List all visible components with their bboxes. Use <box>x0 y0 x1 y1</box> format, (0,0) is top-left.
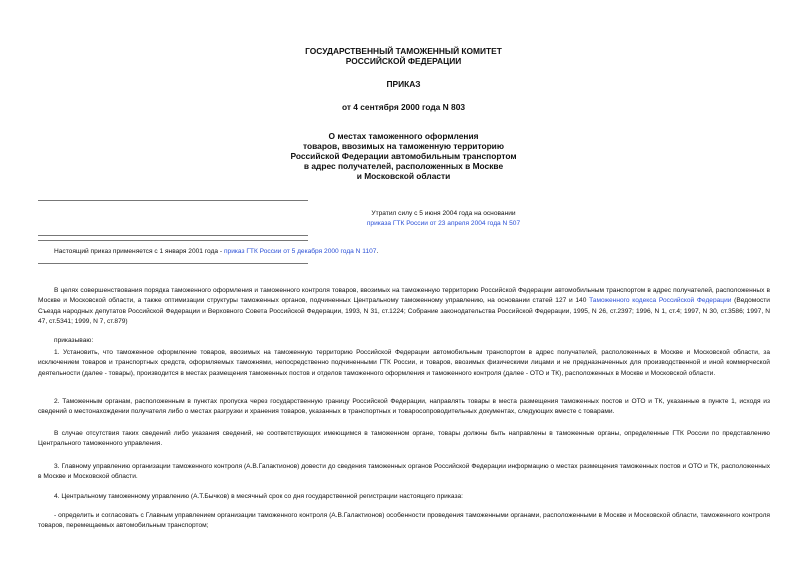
order-item-3: 3. Главному управлению организации таможенного контроля (А.В.Галактионов) довести до сведения таможенных органов Российской Федерации информацию о местах размещения таможенных постов и ОТО и ТК, расположенных в Москве и Московской области. <box>38 463 770 481</box>
status-link[interactable]: приказа ГТК России от 23 апреля 2004 года N 507 <box>366 220 521 227</box>
preamble-text-end: (Ведомости Съезда народных депутатов Российской Федерации и Верховного Совета Российской Федерации, 1993, N 31, ст.1224; Собрание законодательства Российской Федерации, 1995, N 26, ст.2397; 1996, N 1, ст.4; 1997, N 30, ст.3586; 1997, N 47, ст.5341; 1999, N 7, ст.879) <box>38 297 770 325</box>
order-item-4-subitem: - определить и согласовать с Главным управлением организации таможенного контроля (А.В.Галактионов) особенности проведения таможенными органами, расположенными в Москве и Московской области, таможенного контроля товаров, перемещаемых автомобильным транспортом; <box>38 512 770 530</box>
issuer-line-1: ГОСУДАРСТВЕННЫЙ ТАМОЖЕННЫЙ КОМИТЕТ <box>305 46 502 56</box>
issuer-line-2: РОССИЙСКОЙ ФЕДЕРАЦИИ <box>345 56 462 66</box>
order-word: приказываю: <box>54 337 94 344</box>
order-item-1: 1. Установить, что таможенное оформление товаров, ввозимых на таможенную территорию Российской Федерации автомобильным транспортом в адрес получателей, расположенных в Москве и Московской области, за исключением товаров и транспортных средств, оформляемых таможнями, непосредственно подчиненными ГТК России, и товаров, ввозимых физическими лицами и не предназначенных для производственной и иной коммерческой деятельности (далее - товары), производится в местах размещения таможенных постов и отделов таможенного оформления и таможенного контроля (далее - ОТО и ТК), расположенных в Москве и Московской области. <box>38 349 770 377</box>
applicability-suffix: . <box>376 248 379 255</box>
preamble-paragraph <box>38 286 770 327</box>
doc-title-line: О местах таможенного оформления <box>328 131 479 141</box>
applicability-text: Настоящий приказ применяется с 1 января 2001 года - <box>54 248 224 255</box>
divider <box>38 200 308 201</box>
divider <box>38 240 308 241</box>
doc-type: ПРИКАЗ <box>386 79 421 89</box>
doc-title-line: Российской Федерации автомобильным транспортом <box>290 151 517 161</box>
doc-title-line: и Московской области <box>356 171 451 181</box>
doc-date-number: от 4 сентября 2000 года N 803 <box>341 102 466 112</box>
status-note: Утратил силу с 5 июня 2004 года на основании <box>371 210 516 217</box>
order-item-4: 4. Центральному таможенному управлению (А.Т.Бычков) в месячный срок со дня государственной регистрации настоящего приказа: <box>54 493 463 500</box>
order-item-2-note: В случае отсутствия таких сведений либо указания сведений, не соответствующих имеющимся в таможенном органе, товары должны быть направлены в таможенные органы, определенные ГТК России по представлению Центрального таможенного управления. <box>38 430 770 448</box>
preamble-text: В целях совершенствования порядка таможенного оформления и таможенного контроля товаров, ввозимых на таможенную территорию Российской Федерации автомобильным транспортом в адрес получателей, расположенных в Москве и Московской области, а также оптимизации структуры таможенных органов, подчиненных Центральному таможенному управлению, на основании статей 127 и 140 <box>38 287 770 305</box>
applicability-link[interactable]: приказ ГТК России от 5 декабря 2000 года N 1107 <box>223 248 377 255</box>
customs-code-link[interactable]: Таможенного кодекса Российской Федерации <box>589 297 732 305</box>
order-item-2: 2. Таможенным органам, расположенным в пунктах пропуска через государственную границу Российской Федерации, направлять товары в места размещения таможенных постов и ОТО и ТК, указанные в пункте 1, исходя из сведений о местонахождении получателя либо о местах разгрузки и хранения товаров, указанных в транспортных и товаросопроводительных документах, следующих вместе с товарами. <box>38 398 770 416</box>
applicability-note <box>54 247 774 256</box>
divider <box>38 263 308 264</box>
divider <box>38 235 308 236</box>
doc-title-line: в адрес получателей, расположенных в Москве <box>303 161 504 171</box>
doc-title-line: товаров, ввозимых на таможенную территорию <box>303 141 504 151</box>
